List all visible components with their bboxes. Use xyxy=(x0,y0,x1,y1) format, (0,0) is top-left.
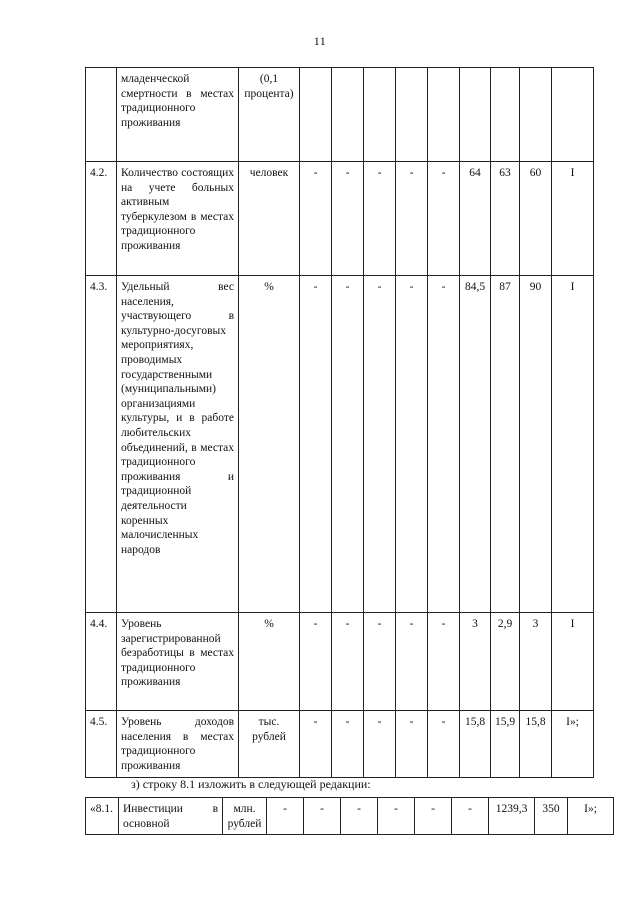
row-unit: % xyxy=(239,276,300,613)
row-value: - xyxy=(364,711,396,778)
row-number: 4.5. xyxy=(86,711,117,778)
row-value: 87 xyxy=(491,276,520,613)
table-row xyxy=(86,162,594,276)
table-row xyxy=(86,613,594,711)
row-number: 4.3. xyxy=(86,276,117,613)
row-value: - xyxy=(378,798,415,835)
row-value: 1239,3 xyxy=(489,798,535,835)
row-value: - xyxy=(428,711,460,778)
row-value: - xyxy=(415,798,452,835)
row-value xyxy=(460,68,491,162)
row-name: Инвестиции в основной xyxy=(119,798,223,835)
row-value: - xyxy=(428,162,460,276)
row-name: Количество состоящих на учете больных активным туберкулезом в местах традиционного проживания xyxy=(117,162,239,276)
table-row xyxy=(86,798,614,835)
row-value: - xyxy=(428,613,460,711)
row-value xyxy=(520,68,552,162)
row-value: - xyxy=(364,162,396,276)
row-value: - xyxy=(332,276,364,613)
row-value xyxy=(491,68,520,162)
row-value: - xyxy=(396,613,428,711)
row-value xyxy=(428,68,460,162)
row-value: 90 xyxy=(520,276,552,613)
row-value: 3 xyxy=(460,613,491,711)
row-unit: % xyxy=(239,613,300,711)
row-value: - xyxy=(332,162,364,276)
row-value: 2,9 xyxy=(491,613,520,711)
row-value: 15,8 xyxy=(520,711,552,778)
row-value: - xyxy=(341,798,378,835)
row-name: младенческой смертности в местах традиционного проживания xyxy=(117,68,239,162)
row-unit: (0,1 процента) xyxy=(239,68,300,162)
row-value: - xyxy=(364,613,396,711)
row-value: - xyxy=(332,613,364,711)
row-value xyxy=(364,68,396,162)
row-value: 3 xyxy=(520,613,552,711)
table-row xyxy=(86,68,594,162)
row-value: 84,5 xyxy=(460,276,491,613)
row-value: - xyxy=(300,276,332,613)
row-number: «8.1. xyxy=(86,798,119,835)
row-value: - xyxy=(304,798,341,835)
row-8-1-table xyxy=(85,797,614,835)
row-value xyxy=(300,68,332,162)
row-value: - xyxy=(300,711,332,778)
row-name: Уровень доходов населения в местах традиционного проживания xyxy=(117,711,239,778)
row-value xyxy=(332,68,364,162)
row-unit: млн. рублей xyxy=(223,798,267,835)
row-value: 15,9 xyxy=(491,711,520,778)
row-value: - xyxy=(428,276,460,613)
row-value: - xyxy=(396,711,428,778)
row-last-value: I»; xyxy=(552,711,594,778)
table-row xyxy=(86,711,594,778)
row-name: Уровень зарегистрированной безработицы в местах традиционного проживания xyxy=(117,613,239,711)
row-value: - xyxy=(332,711,364,778)
row-value: 60 xyxy=(520,162,552,276)
row-value: - xyxy=(396,162,428,276)
row-value: 15,8 xyxy=(460,711,491,778)
row-unit: тыс. рублей xyxy=(239,711,300,778)
row-value: 64 xyxy=(460,162,491,276)
row-value: 350 xyxy=(535,798,568,835)
amendment-instruction: з) строку 8.1 изложить в следующей редакции: xyxy=(131,777,371,791)
row-last-value: I xyxy=(552,613,594,711)
page-number: 11 xyxy=(313,34,327,48)
table-row xyxy=(86,276,594,613)
row-last-value: I xyxy=(552,276,594,613)
row-last-value: I»; xyxy=(568,798,614,835)
row-name: Удельный вес населения, участвующего в культурно-досуговых мероприятиях, проводимых государственными (муниципальными) организациями культуры, и в работе любительских объединений, в местах традиционного проживания и традиционной деятельности коренных малочисленных народов xyxy=(117,276,239,613)
row-value: - xyxy=(452,798,489,835)
row-number: 4.2. xyxy=(86,162,117,276)
row-number: 4.4. xyxy=(86,613,117,711)
row-value: - xyxy=(364,276,396,613)
row-value xyxy=(396,68,428,162)
row-value: 63 xyxy=(491,162,520,276)
row-value: - xyxy=(396,276,428,613)
row-last-value xyxy=(552,68,594,162)
indicators-table xyxy=(85,67,594,778)
row-value: - xyxy=(300,162,332,276)
row-number xyxy=(86,68,117,162)
row-value: - xyxy=(300,613,332,711)
row-value: - xyxy=(267,798,304,835)
row-last-value: I xyxy=(552,162,594,276)
row-unit: человек xyxy=(239,162,300,276)
